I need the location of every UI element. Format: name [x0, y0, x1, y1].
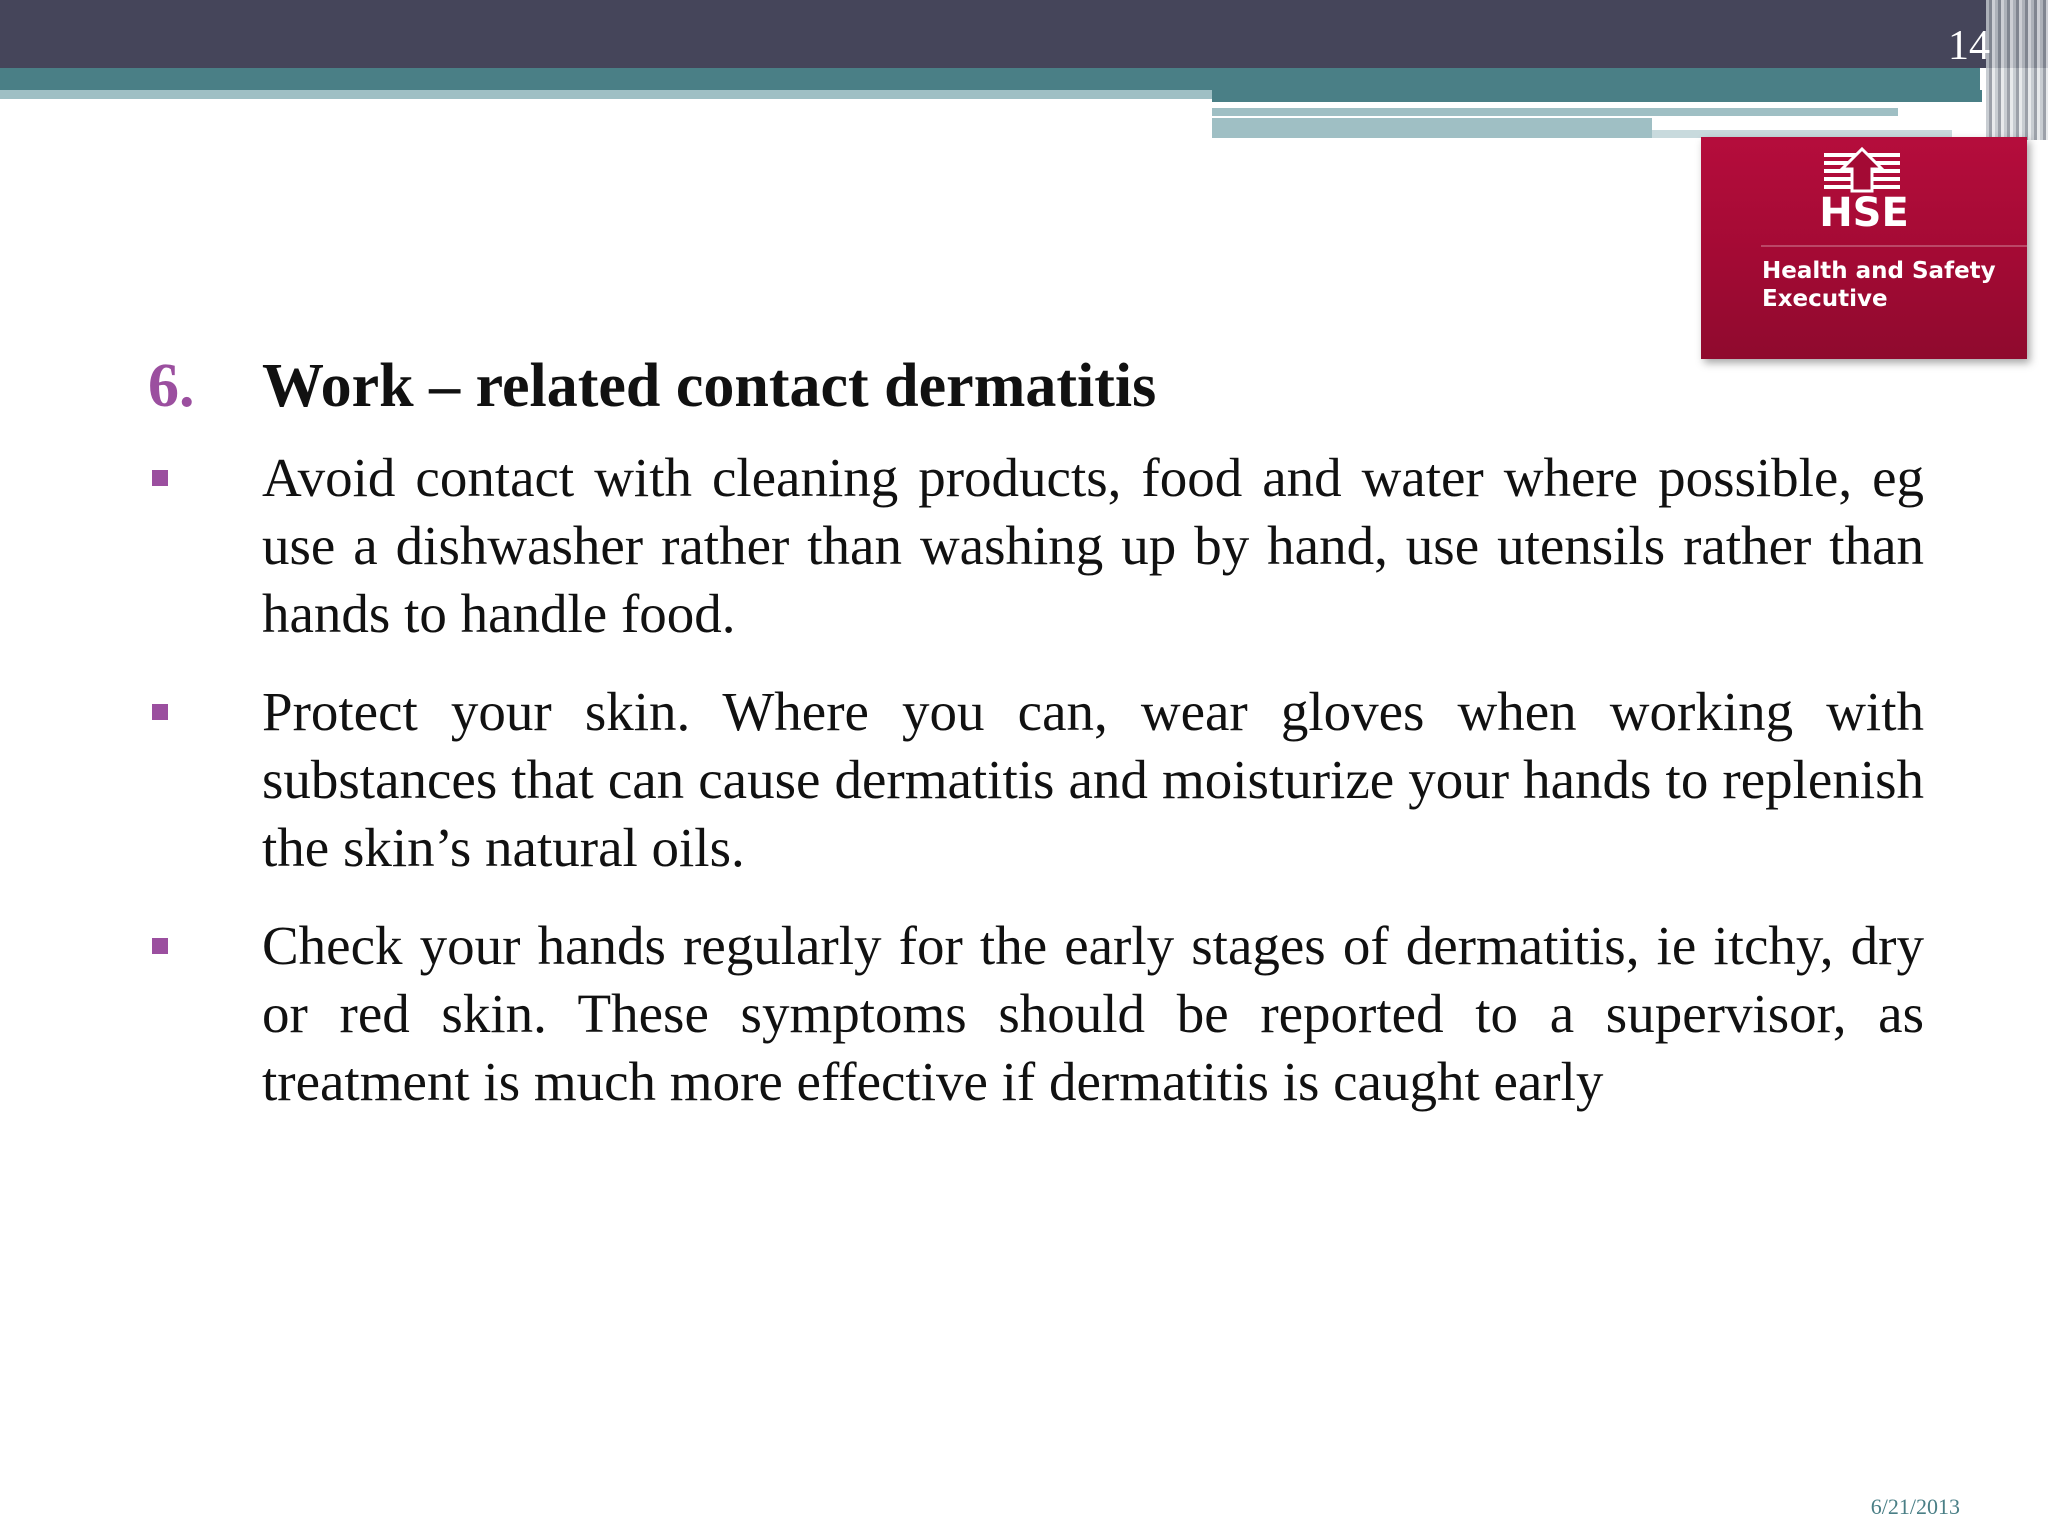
square-bullet-icon — [152, 470, 168, 486]
section-heading — [148, 350, 1548, 422]
logo-name — [1762, 257, 2012, 313]
logo-divider — [1761, 245, 2027, 247]
logo-abbreviation: HSE — [1819, 190, 1909, 236]
header-band-dark — [0, 0, 2048, 68]
bullet-text: Avoid contact with cleaning products, food and water where possible, eg use a dishwasher rather than washing up by hand, use utensils rather than hands to handle food. — [262, 447, 1924, 644]
heading-number: 6. — [148, 352, 195, 420]
header-band-teal — [0, 68, 1980, 92]
header-stripes — [1986, 0, 2048, 140]
logo-name-line2: Executive — [1762, 286, 1888, 312]
bullet-list — [148, 444, 1924, 1146]
list-item — [148, 444, 1924, 648]
square-bullet-icon — [152, 704, 168, 720]
slide-number: 14 — [1948, 23, 1990, 69]
list-item — [148, 912, 1924, 1116]
logo-name-line1: Health and Safety — [1762, 258, 1996, 284]
bullet-text: Check your hands regularly for the early stages of dermatitis, ie itchy, dry or red skin. These symptoms should be reported to a supervisor, as treatment is much more effective if dermatitis is caught early — [262, 915, 1924, 1112]
list-item — [148, 678, 1924, 882]
square-bullet-icon — [152, 938, 168, 954]
bullet-text: Protect your skin. Where you can, wear gloves when working with substances that can cause dermatitis and moisturize your hands to replenish the skin’s natural oils. — [262, 681, 1924, 878]
slide-date: 6/21/2013 — [1870, 1494, 1960, 1519]
header-band-accent — [1212, 90, 1982, 102]
header-band-light — [0, 90, 1212, 99]
hse-logo — [1701, 137, 2027, 359]
heading-title: Work – related contact dermatitis — [262, 352, 1157, 420]
header-band-accent — [1212, 108, 1898, 116]
header-band-accent — [1212, 118, 1652, 138]
